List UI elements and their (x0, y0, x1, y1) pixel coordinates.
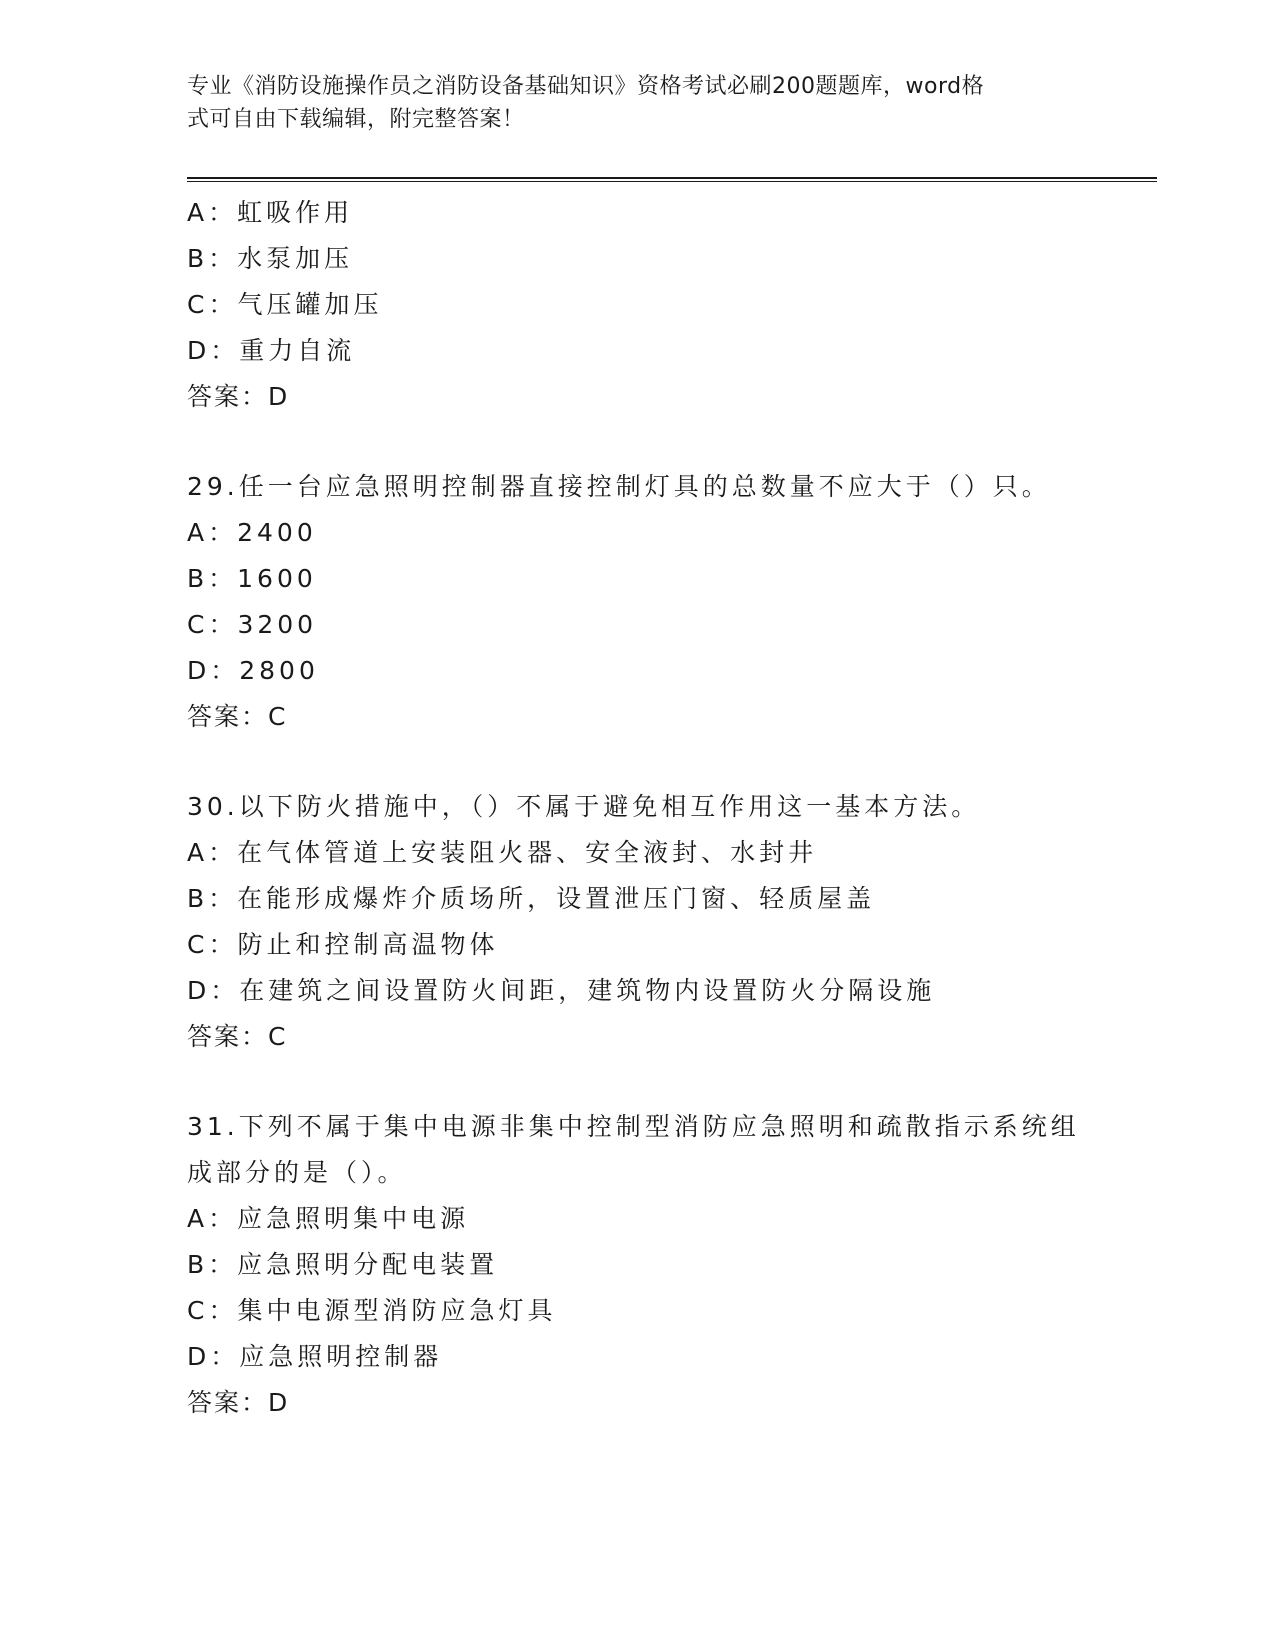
option-d: D：重力自流 (187, 336, 356, 365)
option-a: A：2400 (187, 518, 317, 547)
header-title-line-2: 式可自由下载编辑，附完整答案！ (187, 107, 525, 132)
question-text: 29.任一台应急照明控制器直接控制灯具的总数量不应大于（）只。 (187, 472, 1051, 501)
option-a: A：在气体管道上安装阻火器、安全液封、水封井 (187, 838, 818, 867)
option-a: A：应急照明集中电源 (187, 1204, 470, 1233)
question-list (187, 190, 1087, 1426)
option-b: B：1600 (187, 564, 317, 593)
option-d: D：2800 (187, 656, 319, 685)
question-text-line-2: 成部分的是（）。 (187, 1158, 407, 1187)
question-block-31 (187, 1104, 1087, 1426)
question-text-line-1: 31.下列不属于集中电源非集中控制型消防应急照明和疏散指示系统组 (187, 1112, 1080, 1141)
question-block-30 (187, 784, 1087, 1060)
answer-line: 答案：D (187, 382, 290, 411)
question-block-28 (187, 190, 1087, 420)
question-block-29 (187, 464, 1087, 740)
spacer (187, 420, 1087, 464)
option-d: D：应急照明控制器 (187, 1342, 443, 1371)
option-d: D：在建筑之间设置防火间距，建筑物内设置防火分隔设施 (187, 976, 936, 1005)
option-b: B：应急照明分配电装置 (187, 1250, 499, 1279)
answer-line: 答案：C (187, 702, 288, 731)
header-title-line-1: 专业《消防设施操作员之消防设备基础知识》资格考试必刷200题题库，word格 (187, 74, 985, 99)
option-c: C：气压罐加压 (187, 290, 383, 319)
option-a: A：虹吸作用 (187, 198, 354, 227)
option-b: B：水泵加压 (187, 244, 354, 273)
option-c: C：集中电源型消防应急灯具 (187, 1296, 557, 1325)
question-text: 30.以下防火措施中，（）不属于避免相互作用这一基本方法。 (187, 792, 981, 821)
spacer (187, 740, 1087, 784)
option-c: C：防止和控制高温物体 (187, 930, 499, 959)
header-divider (187, 177, 1157, 182)
answer-line: 答案：D (187, 1388, 290, 1417)
document-header (187, 70, 1067, 136)
option-c: C：3200 (187, 610, 318, 639)
spacer (187, 1060, 1087, 1104)
answer-line: 答案：C (187, 1022, 288, 1051)
option-b: B：在能形成爆炸介质场所，设置泄压门窗、轻质屋盖 (187, 884, 876, 913)
